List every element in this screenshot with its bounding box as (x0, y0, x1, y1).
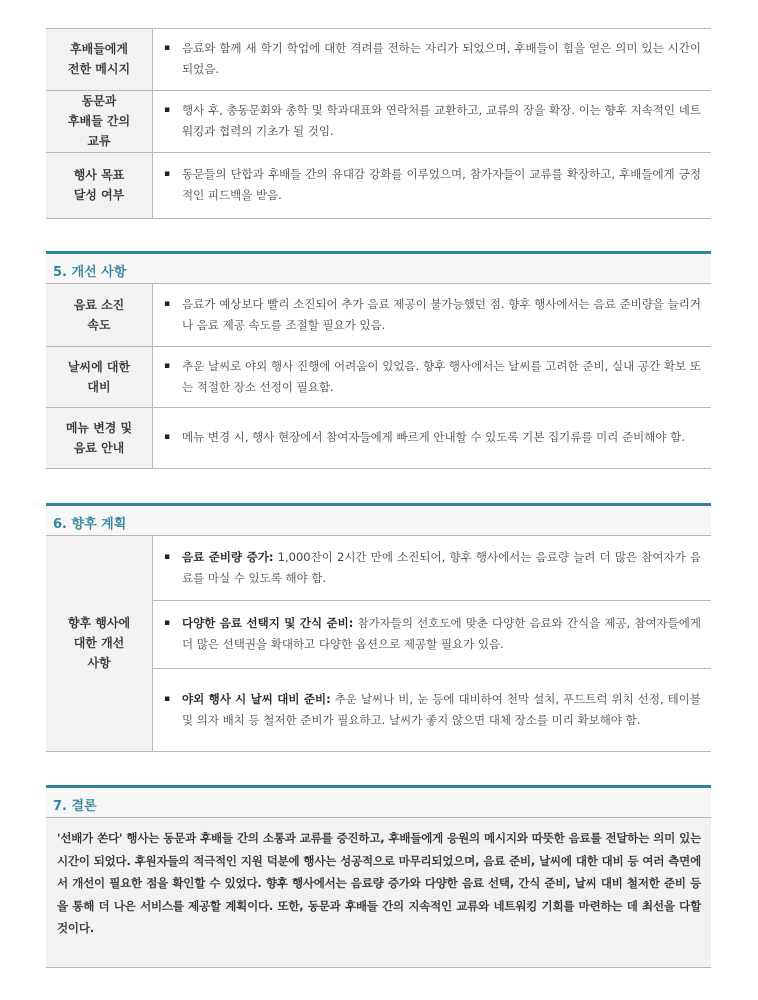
row-label: 메뉴 변경 및 음료 안내 (46, 407, 153, 468)
row-content (153, 600, 712, 668)
table-row (46, 90, 711, 152)
improvements-table (46, 284, 711, 469)
table-row (46, 152, 711, 218)
row-label: 동문과 후배들 간의 교류 (46, 90, 153, 152)
results-table (46, 29, 711, 219)
bullet-icon: ▪ (164, 169, 171, 179)
bullet-icon: ▪ (164, 43, 171, 54)
row-text: 추운 날씨로 야외 행사 진행에 어려움이 있었음. 향후 행사에서는 날씨를 고려한 준비, 실내 공간 확보 또는 적절한 장소 선정이 필요함. (182, 358, 701, 394)
section-title: 5. 개선 사항 (53, 265, 127, 280)
row-content (153, 346, 712, 407)
bullet-icon: ▪ (164, 432, 171, 442)
row-text: 행사 후, 총동문회와 총학 및 학과대표와 연락처를 교환하고, 교류의 장을 확장. 이는 향후 지속적인 네트워킹과 협력의 기초가 될 것임. (182, 103, 701, 138)
row-content (153, 29, 712, 90)
row-content (153, 90, 712, 152)
row-text: 야외 행사 시 날씨 대비 준비: 추운 날씨나 비, 눈 등에 대비하여 천막 설치, 푸드트럭 위치 선정, 테이블 및 의자 배치 등 철저한 준비가 필요하고. 날씨가 좋지 않으면 대체 장소를 미리 확보해야 함. (182, 691, 701, 727)
conclusion-box (46, 818, 711, 968)
table-row (46, 536, 711, 600)
row-text: 음료가 예상보다 빨리 소진되어 추가 음료 제공이 불가능했던 점. 향후 행사에서는 음료 준비량을 늘리거나 음료 제공 속도를 조절할 필요가 있음. (182, 296, 701, 332)
table-row (46, 29, 711, 90)
row-text: 다양한 음료 선택지 및 간식 준비: 참가자들의 선호도에 맞춘 다양한 음료와 간식을 제공, 참여자들에게 더 많은 선택권을 확대하고 다양한 옵션으로 제공할 필요가 있음. (182, 616, 701, 651)
table-row (46, 407, 711, 468)
row-text: 동문들의 단합과 후배들 간의 유대감 강화를 이루었으며, 참가자들이 교류를 확장하고, 후배들에게 긍정적인 피드백을 받음. (182, 167, 701, 202)
section-5-header (46, 251, 711, 284)
conclusion-text: '선배가 쏜다' 행사는 동문과 후배들 간의 소통과 교류를 증진하고, 후배들에게 응원의 메시지와 따뜻한 음료를 전달하는 의미 있는 시간이 되었다. 후원자들의 적극적인 지원 덕분에 행사는 성공적으로 마무리되었으며, 음료 준비, 날씨에 대한 대비 등 여러 측면에서 개선이 필요한 점을 확인할 수 있었다. 향후 행사에서는 음료량 증가와 다양한 음료 선택, 간식 준비, 날씨 대비 철저한 준비 등을 통해 더 나은 서비스를 제공할 계획이다. 또한, 동문과 후배들 간의 지속적인 교류와 네트워킹 기회를 마련하는 데 최선을 다할 것이다. (57, 831, 701, 935)
row-label: 음료 소진 속도 (46, 284, 153, 346)
bullet-icon: ▪ (164, 105, 171, 115)
row-content (153, 152, 712, 218)
row-label: 향후 행사에 대한 개선 사항 (46, 536, 153, 751)
row-content (153, 407, 712, 468)
row-content (153, 284, 712, 346)
table-row (46, 284, 711, 346)
future-plan-table (46, 536, 711, 752)
row-text: 음료와 함께 새 학기 학업에 대한 격려를 전하는 자리가 되었으며, 후배들이 힘을 얻은 의미 있는 시간이 되었음. (182, 41, 701, 77)
row-text: 음료 준비량 증가: 1,000잔이 2시간 만에 소진되어, 향후 행사에서는 음료량 늘려 더 많은 참여자가 음료를 마실 수 있도록 해야 함. (182, 549, 702, 585)
bullet-icon: ▪ (164, 360, 171, 371)
bullet-icon: ▪ (164, 551, 171, 562)
row-text: 메뉴 변경 시, 행사 현장에서 참여자들에게 빠르게 안내할 수 있도록 기본 집기류를 미리 준비해야 함. (182, 430, 685, 444)
row-content (153, 668, 712, 751)
row-label: 후배들에게 전한 메시지 (46, 29, 153, 90)
section-7-header (46, 785, 711, 818)
bullet-icon: ▪ (164, 618, 171, 628)
row-label: 날씨에 대한 대비 (46, 346, 153, 407)
section-6-header (46, 503, 711, 536)
row-content (153, 536, 712, 600)
table-row (46, 346, 711, 407)
row-label: 행사 목표 달성 여부 (46, 152, 153, 218)
section-title: 7. 결론 (53, 799, 97, 814)
section-title: 6. 향후 계획 (53, 517, 127, 532)
bullet-icon: ▪ (164, 693, 171, 704)
bullet-icon: ▪ (164, 298, 171, 309)
